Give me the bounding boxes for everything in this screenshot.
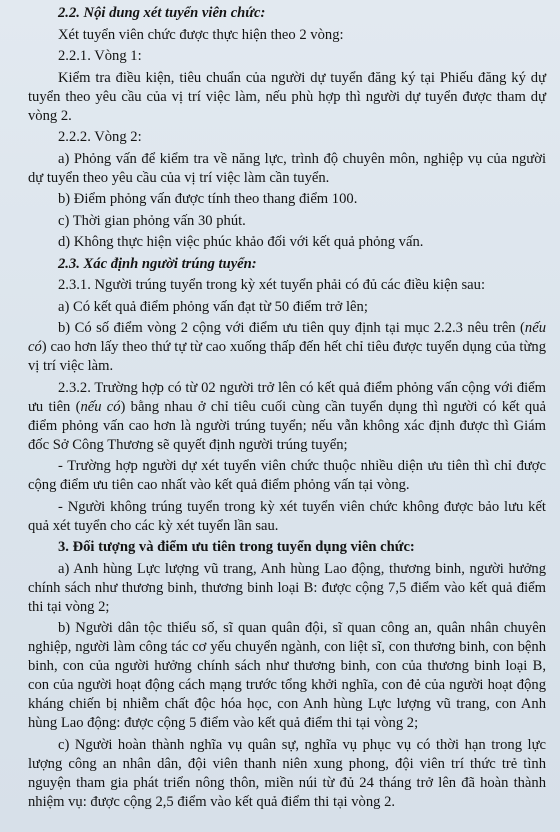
- paragraph-3-c: c) Người hoàn thành nghĩa vụ quân sự, nghĩa vụ phục vụ có thời hạn trong lực lượng công an nhân dân, đội viên thanh niên xung phong, đội viên trí thức trẻ tình nguyện tham gia phát triển nông thôn, miền núi từ đủ 24 tháng trở lên đã hoàn thành nhiệm vụ: được cộng 2,5 điểm vào kết quả điểm thi tại vòng 2.: [28, 736, 546, 810]
- paragraph-vong-1: Kiểm tra điều kiện, tiêu chuẩn của người dự tuyển đăng ký tại Phiếu đăng ký dự tuyển theo yêu cầu của vị trí việc làm, nếu phù hợp thì người dự tuyển được tham dự vòng 2.: [28, 69, 546, 124]
- heading-3: 3. Đối tượng và điểm ưu tiên trong tuyển dụng viên chức:: [58, 539, 415, 555]
- text-run: 2.3.2. Trường hợp có từ 02 người trở lên có kết quả điểm phỏng vấn cộng với điểm ưu tiên (: [28, 379, 546, 415]
- paragraph-dash-2: - Người không trúng tuyển trong kỳ xét tuyển viên chức không được bảo lưu kết quả xét tuyển cho các kỳ xét tuyển lần sau.: [28, 498, 546, 534]
- text-run: ) bằng nhau ở chỉ tiêu cuối cùng cần tuyển dụng thì người có kết quả điểm phỏng vấn cao hơn là người trúng tuyển; nếu vẫn không xác định được thì Giám đốc Sở Công Thương sẽ quyết định người trúng tuyển;: [28, 398, 546, 453]
- paragraph-3-a: a) Anh hùng Lực lượng vũ trang, Anh hùng Lao động, thương binh, người hưởng chính sách như thương binh, thương binh loại B: được cộng 7,5 điểm vào kết quả điểm thi tại vòng 2;: [28, 560, 546, 615]
- paragraph-2-3-2: [28, 379, 546, 455]
- paragraph-2-3-1-b: [28, 319, 546, 376]
- paragraph-vong-2-b: b) Điểm phỏng vấn được tính theo thang điểm 100.: [58, 191, 358, 207]
- paragraph-vong-2-d: d) Không thực hiện việc phúc khảo đối với kết quả phỏng vấn.: [58, 234, 424, 250]
- text-run: b) Có số điểm vòng 2 cộng với điểm ưu tiên quy định tại mục 2.2.3 nêu trên (: [58, 320, 525, 336]
- paragraph-vong-2-a: a) Phỏng vấn để kiểm tra về năng lực, trình độ chuyên môn, nghiệp vụ của người dự tuyển theo yêu cầu của vị trí việc làm cần tuyển.: [28, 150, 546, 186]
- paragraph-dash-1: - Trường hợp người dự xét tuyển viên chức thuộc nhiều diện ưu tiên thì chỉ được cộng điểm ưu tiên cao nhất vào kết quả điểm phỏng vấn tại vòng.: [28, 458, 546, 493]
- paragraph-vong-2-c: c) Thời gian phỏng vấn 30 phút.: [58, 212, 246, 229]
- paragraph-2-3-1: 2.3.1. Người trúng tuyển trong kỳ xét tuyển phải có đủ các điều kiện sau:: [58, 277, 485, 293]
- paragraph-3-b: b) Người dân tộc thiểu số, sĩ quan quân đội, sĩ quan công an, quân nhân chuyên nghiệp, người làm công tác cơ yếu chuyển ngành, con liệt sĩ, con thương binh, con bệnh binh, con của người hưởng chính sách như thương binh, con của thương binh loại B, con của người hoạt động cách mạng trước tổng khởi nghĩa, con đẻ của người hoạt động kháng chiến bị nhiễm chất độc hóa học, con Anh hùng Lực lượng vũ trang, con Anh hùng Lao động: được cộng 5 điểm vào kết quả điểm thi tại vòng 2;: [28, 620, 546, 731]
- paragraph-2-2-intro: Xét tuyển viên chức được thực hiện theo 2 vòng:: [58, 26, 344, 43]
- paragraph-2-2-1: 2.2.1. Vòng 1:: [58, 48, 142, 64]
- italic-text-run: nếu có: [80, 398, 121, 415]
- paragraph-2-2-2: 2.2.2. Vòng 2:: [58, 129, 142, 145]
- heading-2-3: 2.3. Xác định người trúng tuyển:: [58, 255, 257, 272]
- text-run: ) cao hơn lấy theo thứ tự từ cao xuống thấp đến hết chỉ tiêu được tuyển dụng của từng vị trí việc làm.: [28, 339, 546, 374]
- italic-text-run: nếu có: [28, 320, 546, 355]
- paragraph-2-3-1-a: a) Có kết quả điểm phỏng vấn đạt từ 50 điểm trở lên;: [58, 298, 368, 315]
- heading-2-2: 2.2. Nội dung xét tuyển viên chức:: [58, 5, 266, 21]
